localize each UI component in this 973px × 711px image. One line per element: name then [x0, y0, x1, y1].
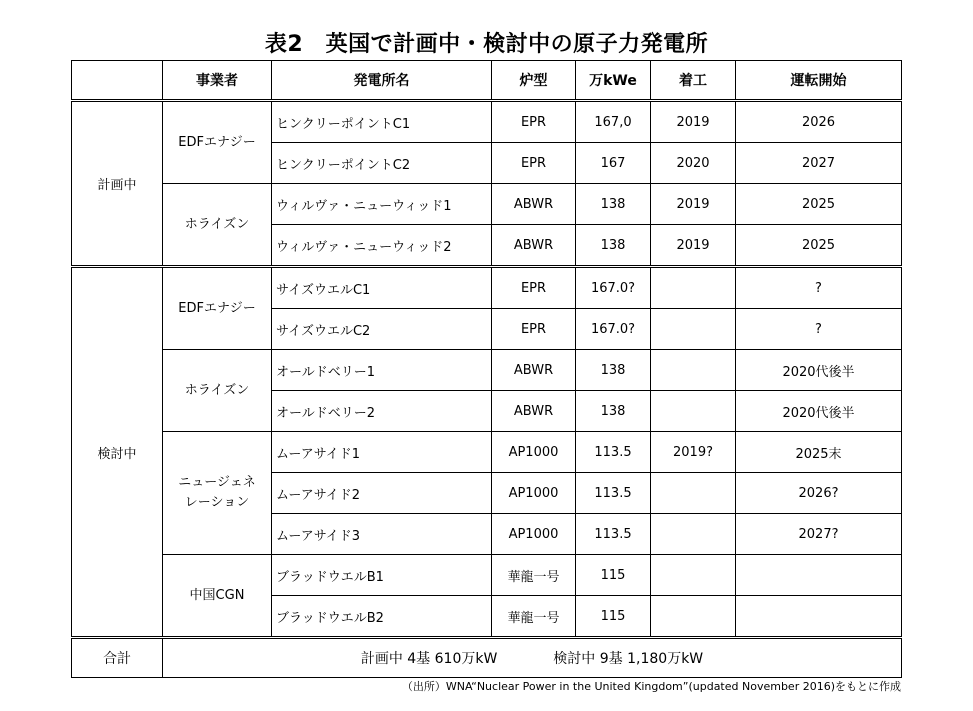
reactor-type-cell: ABWR	[492, 225, 576, 267]
header-row	[72, 61, 902, 101]
capacity-cell: 113.5	[576, 473, 651, 514]
plant-name-cell: ヒンクリーポイントC2	[272, 143, 492, 184]
operator-cell: 中国CGN	[163, 555, 272, 638]
operation-start-cell: 2027	[736, 143, 902, 184]
operation-start-cell: 2020代後半	[736, 350, 902, 391]
operation-start-cell: 2020代後半	[736, 391, 902, 432]
operation-start-cell: 2026?	[736, 473, 902, 514]
capacity-cell: 138	[576, 391, 651, 432]
operation-start-cell: 2026	[736, 101, 902, 143]
operator-cell: ホライズン	[163, 184, 272, 267]
section-label: 検討中	[72, 267, 163, 638]
construction-cell	[651, 514, 736, 555]
construction-cell	[651, 391, 736, 432]
header-plant-name: 発電所名	[272, 61, 492, 101]
construction-cell: 2019	[651, 225, 736, 267]
operation-start-cell: 2027?	[736, 514, 902, 555]
capacity-cell: 113.5	[576, 514, 651, 555]
table-row	[72, 184, 902, 225]
capacity-cell: 138	[576, 350, 651, 391]
reactor-type-cell: ABWR	[492, 391, 576, 432]
operator-cell: ホライズン	[163, 350, 272, 432]
construction-cell	[651, 350, 736, 391]
plant-name-cell: サイズウエルC1	[272, 267, 492, 309]
operator-cell: EDFエナジー	[163, 267, 272, 350]
plant-name-cell: オールドベリー1	[272, 350, 492, 391]
construction-cell: 2020	[651, 143, 736, 184]
plant-name-cell: ブラッドウエルB2	[272, 596, 492, 638]
source-note: （出所）WNA“Nuclear Power in the United Kingdom”(updated November 2016)をもとに作成	[401, 680, 901, 693]
reactor-type-cell: EPR	[492, 143, 576, 184]
plant-name-cell: ムーアサイド3	[272, 514, 492, 555]
plant-name-cell: ヒンクリーポイントC1	[272, 101, 492, 143]
capacity-cell: 167	[576, 143, 651, 184]
operator-cell: EDFエナジー	[163, 101, 272, 184]
capacity-cell: 113.5	[576, 432, 651, 473]
header-blank	[72, 61, 163, 101]
reactor-type-cell: AP1000	[492, 473, 576, 514]
plant-name-cell: ブラッドウエルB1	[272, 555, 492, 596]
operation-start-cell: 2025	[736, 184, 902, 225]
plant-name-cell: オールドベリー2	[272, 391, 492, 432]
nuclear-plants-table	[71, 60, 902, 678]
table-row	[72, 432, 902, 473]
capacity-cell: 167.0?	[576, 309, 651, 350]
operator-cell: ニュージェネ レーション	[163, 432, 272, 555]
operation-start-cell	[736, 596, 902, 638]
operation-start-cell	[736, 555, 902, 596]
plant-name-cell: サイズウエルC2	[272, 309, 492, 350]
reactor-type-cell: EPR	[492, 309, 576, 350]
reactor-type-cell: EPR	[492, 101, 576, 143]
reactor-type-cell: EPR	[492, 267, 576, 309]
construction-cell	[651, 596, 736, 638]
header-operation-start: 運転開始	[736, 61, 902, 101]
table-row	[72, 350, 902, 391]
plant-name-cell: ムーアサイド2	[272, 473, 492, 514]
construction-cell: 2019?	[651, 432, 736, 473]
construction-cell	[651, 309, 736, 350]
construction-cell: 2019	[651, 101, 736, 143]
reactor-type-cell: AP1000	[492, 432, 576, 473]
header-reactor-type: 炉型	[492, 61, 576, 101]
reactor-type-cell: AP1000	[492, 514, 576, 555]
total-row	[72, 638, 902, 678]
reactor-type-cell: 華龍一号	[492, 555, 576, 596]
construction-cell	[651, 473, 736, 514]
capacity-cell: 115	[576, 596, 651, 638]
construction-cell	[651, 267, 736, 309]
section-label: 計画中	[72, 101, 163, 267]
table-body	[72, 101, 902, 638]
plant-name-cell: ウィルヴァ・ニューウィッド1	[272, 184, 492, 225]
capacity-cell: 167,0	[576, 101, 651, 143]
capacity-cell: 138	[576, 225, 651, 267]
header-construction: 着工	[651, 61, 736, 101]
table-title: 表2 英国で計画中・検討中の原子力発電所	[264, 32, 709, 57]
total-label: 合計	[72, 638, 163, 678]
construction-cell	[651, 555, 736, 596]
plant-name-cell: ムーアサイド1	[272, 432, 492, 473]
operation-start-cell: ?	[736, 267, 902, 309]
capacity-cell: 167.0?	[576, 267, 651, 309]
reactor-type-cell: ABWR	[492, 350, 576, 391]
header-operator: 事業者	[163, 61, 272, 101]
capacity-cell: 115	[576, 555, 651, 596]
operation-start-cell: ?	[736, 309, 902, 350]
capacity-cell: 138	[576, 184, 651, 225]
reactor-type-cell: 華龍一号	[492, 596, 576, 638]
plant-name-cell: ウィルヴァ・ニューウィッド2	[272, 225, 492, 267]
table-row	[72, 267, 902, 309]
header-capacity: 万kWe	[576, 61, 651, 101]
table-row	[72, 555, 902, 596]
construction-cell: 2019	[651, 184, 736, 225]
operation-start-cell: 2025	[736, 225, 902, 267]
total-text: 計画中 4基 610万kW 検討中 9基 1,180万kW	[163, 638, 902, 678]
operation-start-cell: 2025末	[736, 432, 902, 473]
reactor-type-cell: ABWR	[492, 184, 576, 225]
table-row	[72, 101, 902, 143]
